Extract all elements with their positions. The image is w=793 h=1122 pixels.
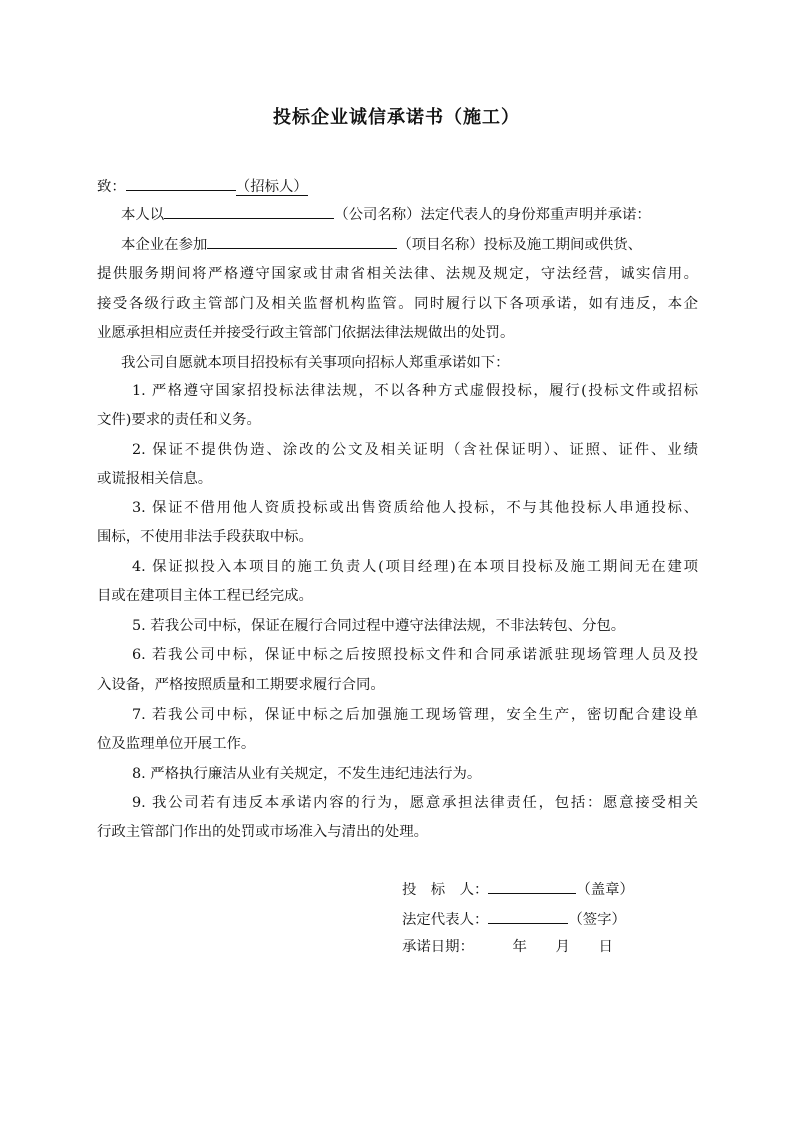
para1-line: 提供服务期间将严格遵守国家或甘肃省相关法律、法规及规定，守法经营，诚实信用。 <box>97 266 698 282</box>
commitment-item: 7. 若我公司中标，保证中标之后加强施工现场管理，安全生产，密切配合建设单 <box>132 707 698 723</box>
commitment-item: 5. 若我公司中标，保证在履行合同过程中遵守法律法规，不非法转包、分包。 <box>132 618 626 634</box>
bidder-note: （盖章） <box>576 882 634 898</box>
date-line <box>402 937 613 957</box>
commitment-item: 8. 严格执行廉洁从业有关规定，不发生违纪违法行为。 <box>132 766 482 782</box>
bidder-signature-line <box>402 879 634 900</box>
commitment-item-cont: 行政主管部门作出的处罚或市场准入与清出的处理。 <box>97 824 428 840</box>
commitment-item-cont: 目或在建项目主体工程已经完成。 <box>97 588 313 604</box>
declaration-line <box>121 204 651 225</box>
para1-suffix: （项目名称）投标及施工期间或供货、 <box>397 237 643 253</box>
addressee-blank <box>126 176 236 191</box>
project-name-blank <box>207 234 397 249</box>
para1-line: 业愿承担相应责任并接受行政主管部门依据法律法规做出的处罚。 <box>97 325 515 341</box>
representative-signature-line <box>402 909 626 930</box>
company-name-blank <box>164 204 334 219</box>
representative-note: （签字） <box>568 912 626 928</box>
commitment-item: 2. 保证不提供伪造、涂改的公文及相关证明（含社保证明）、证照、证件、业绩 <box>132 442 698 458</box>
addressee-suffix: （招标人） <box>235 179 308 195</box>
commitment-item-cont: 围标，不使用非法手段获取中标。 <box>97 529 313 545</box>
document-title: 投标企业诚信承诺书（施工） <box>273 107 520 128</box>
bidder-blank <box>488 879 576 894</box>
commitment-item-cont: 位及监理单位开展工作。 <box>97 736 256 752</box>
commitment-item: 9. 我公司若有违反本承诺内容的行为，愿意承担法律责任，包括：愿意接受相关 <box>132 795 698 811</box>
intro-line: 我公司自愿就本项目招投标有关事项向招标人郑重承诺如下： <box>121 355 510 371</box>
day-label: 日 <box>598 939 613 955</box>
addressee-prefix: 致： <box>97 179 126 195</box>
bidder-label: 投 标 人： <box>402 882 489 898</box>
addressee-line <box>97 176 308 197</box>
date-label: 承诺日期： <box>402 939 474 955</box>
year-label: 年 <box>512 939 527 955</box>
declaration-suffix: （公司名称）法定代表人的身份郑重声明并承诺： <box>334 207 651 223</box>
commitment-item-cont: 文件)要求的责任和义务。 <box>97 412 261 428</box>
commitment-item-cont: 入设备，严格按照质量和工期要求履行合同。 <box>97 677 385 693</box>
representative-blank <box>488 909 568 924</box>
commitment-item-cont: 或谎报相关信息。 <box>97 471 213 487</box>
para1-first-line <box>121 234 642 255</box>
declaration-prefix: 本人以 <box>121 207 165 223</box>
commitment-item: 4. 保证拟投入本项目的施工负责人(项目经理)在本项目投标及施工期间无在建项 <box>132 559 698 575</box>
commitment-item: 3. 保证不借用他人资质投标或出售资质给他人投标，不与其他投标人串通投标、 <box>132 500 698 516</box>
para1-prefix: 本企业在参加 <box>121 237 208 253</box>
para1-line: 接受各级行政主管部门及相关监督机构监管。同时履行以下各项承诺，如有违反，本企 <box>97 296 698 312</box>
commitment-item: 6. 若我公司中标，保证中标之后按照投标文件和合同承诺派驻现场管理人员及投 <box>132 647 698 663</box>
representative-label: 法定代表人： <box>402 912 489 928</box>
month-label: 月 <box>555 939 570 955</box>
commitment-item: 1. 严格遵守国家招投标法律法规，不以各种方式虚假投标，履行(投标文件或招标 <box>132 383 698 399</box>
